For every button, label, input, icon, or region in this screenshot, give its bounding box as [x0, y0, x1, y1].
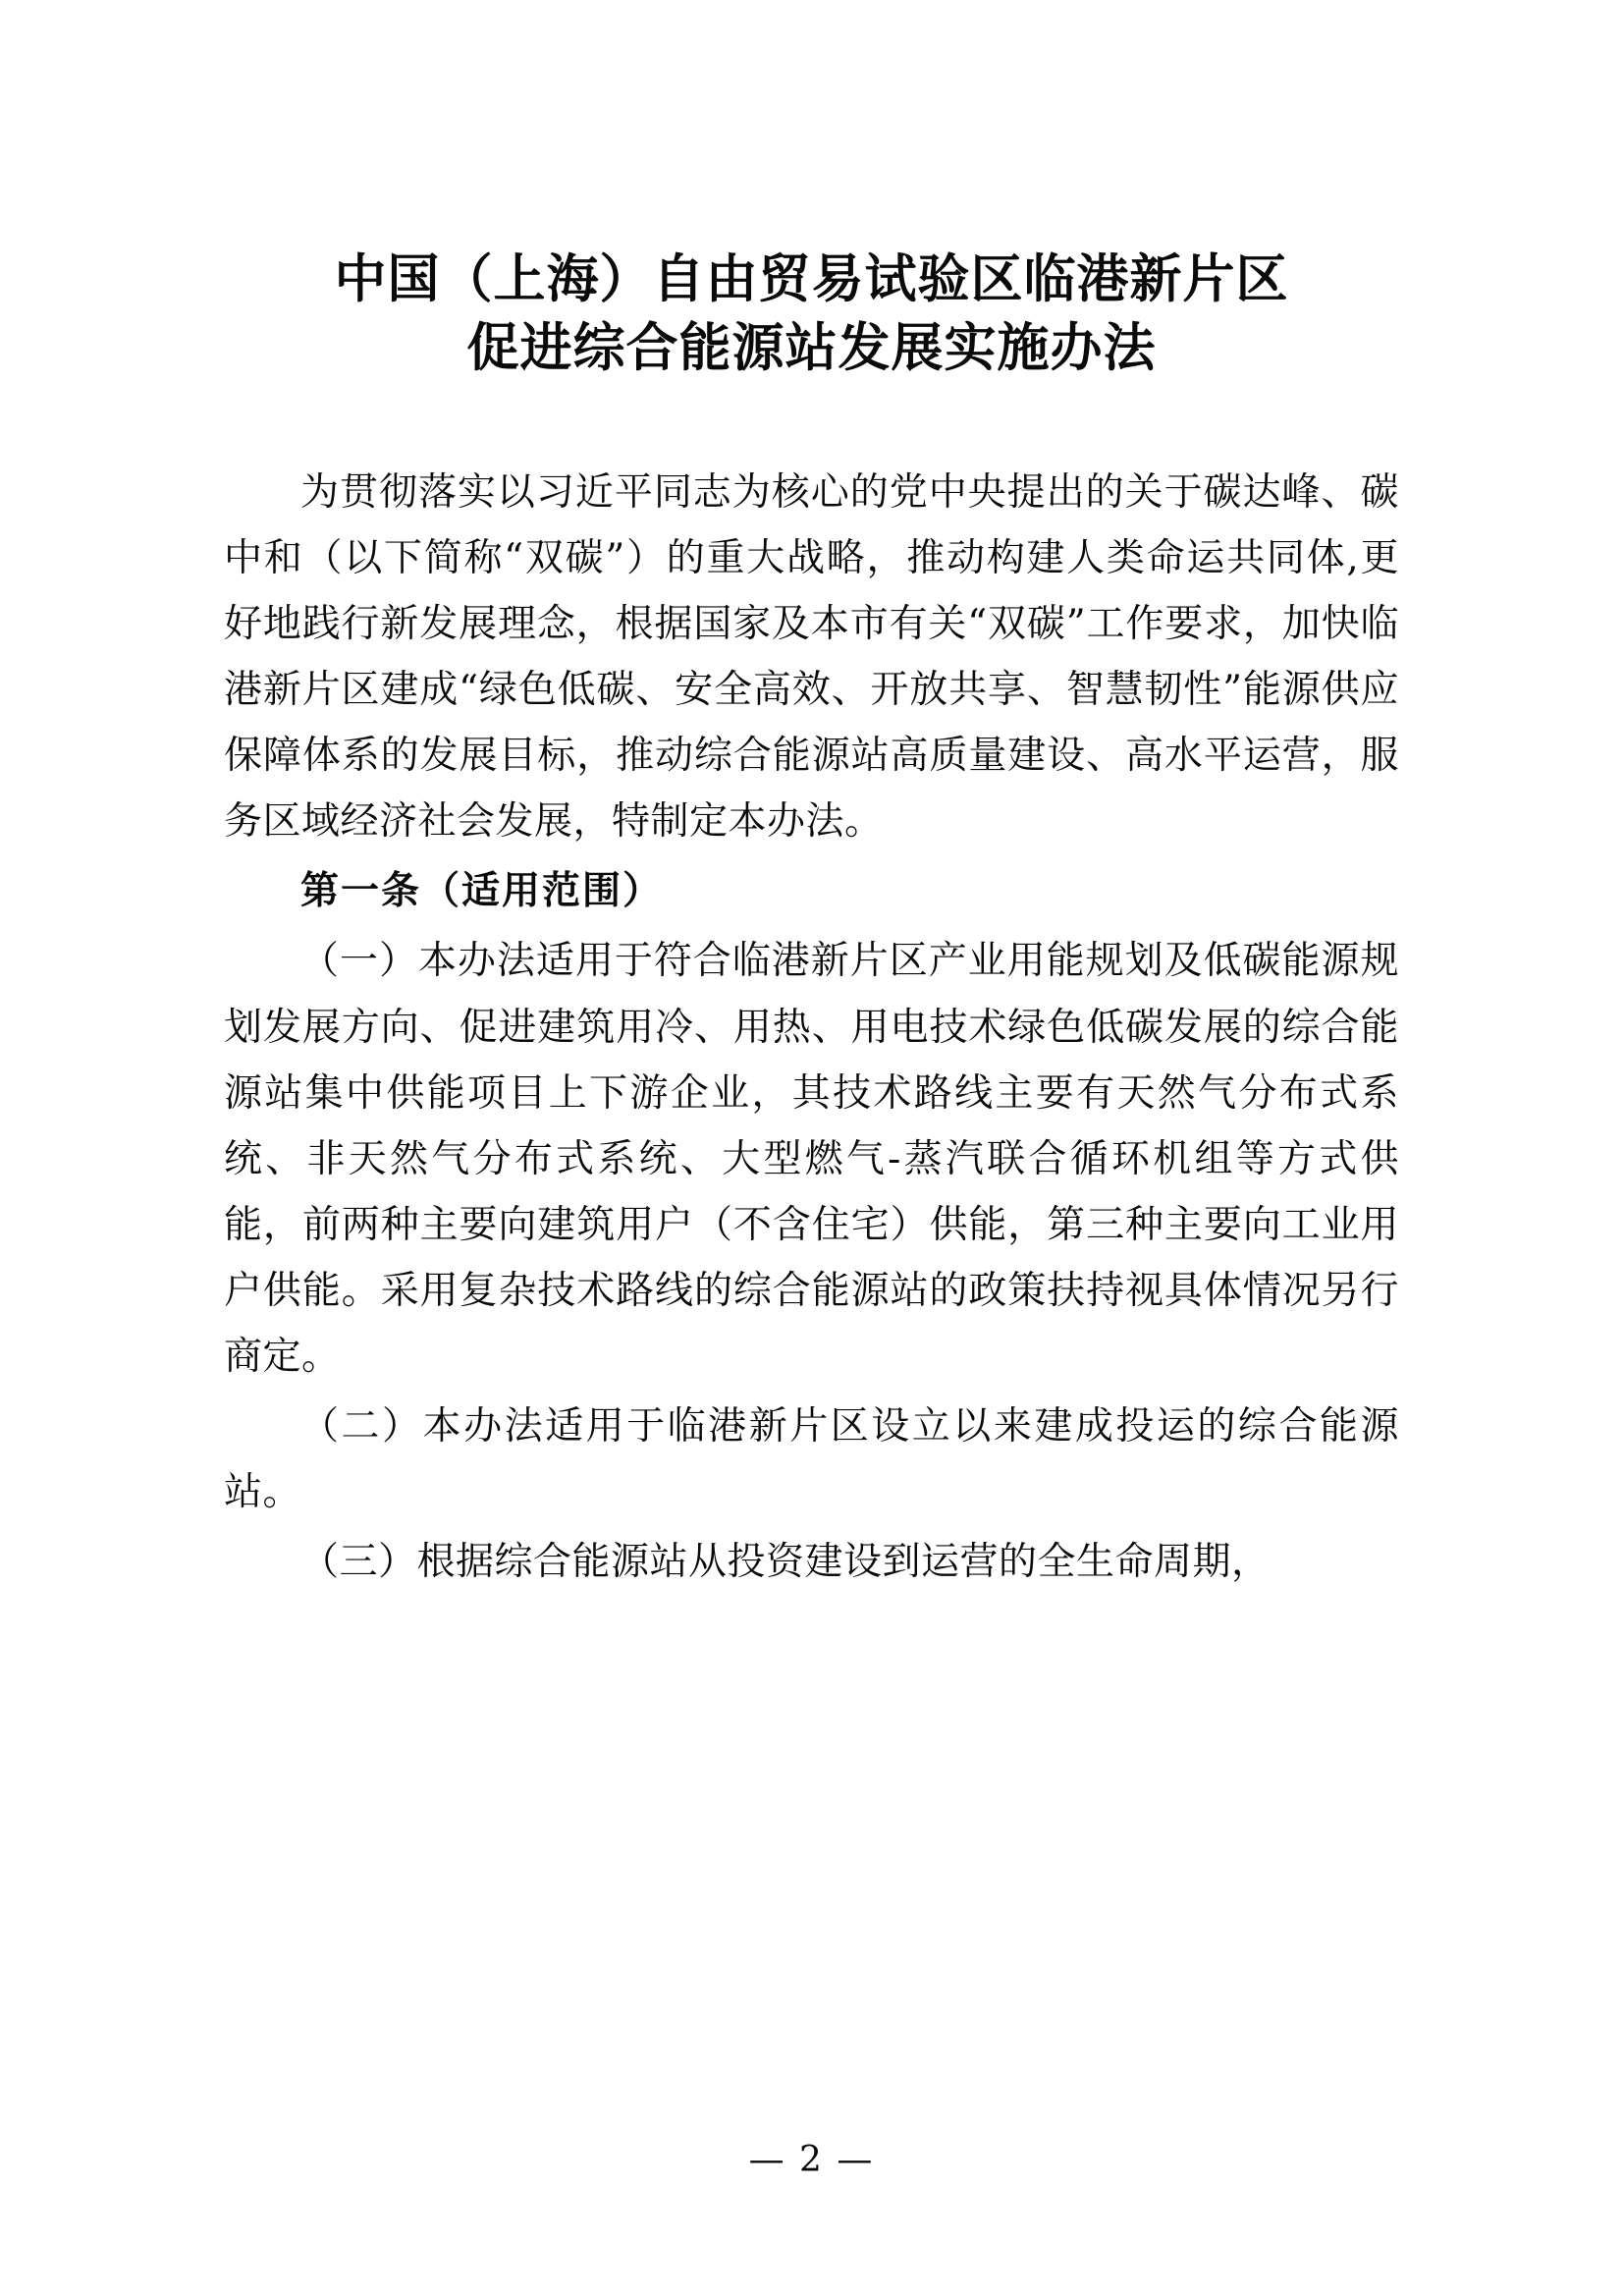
paragraph-article-1-item-2: （二）本办法适用于临港新片区设立以来建成投运的综合能源站。	[224, 1404, 1399, 1515]
paragraph-article-1-item-3: （三）根据综合能源站从投资建设到运营的全生命周期，	[300, 1540, 1271, 1585]
paragraph-preamble: 为贯彻落实以习近平同志为核心的党中央提出的关于碳达峰、碳中和（以下简称“双碳”）的重大战略，推动构建人类命运共同体,更好地践行新发展理念，根据国家及本市有关“双碳”工作要求，加快临港新片区建成“绿色低碳、安全高效、开放共享、智慧韧性”能源供应保障体系的发展目标，推动综合能源站高质量建设、高水平运营，服务区域经济社会发展，特制定本办法。	[224, 469, 1399, 845]
page-number-footer: — 2 —	[748, 2140, 875, 2180]
heading-article-1: 第一条（适用范围）	[300, 868, 664, 914]
title-line-2: 促进综合能源站发展实施办法	[466, 316, 1157, 378]
title-line-1: 中国（上海）自由贸易试验区临港新片区	[334, 248, 1289, 309]
paragraph-article-1-item-1: （一）本办法适用于符合临港新片区产业用能规划及低碳能源规划发展方向、促进建筑用冷、用热、用电技术绿色低碳发展的综合能源站集中供能项目上下游企业，其技术路线主要有天然气分布式系统、非天然气分布式系统、大型燃气-蒸汽联合循环机组等方式供能，前两种主要向建筑用户（不含住宅）供能，第三种主要向工业用户供能。采用复杂技术路线的综合能源站的政策扶持视具体情况另行商定。	[224, 939, 1399, 1379]
page-title	[224, 246, 1399, 383]
